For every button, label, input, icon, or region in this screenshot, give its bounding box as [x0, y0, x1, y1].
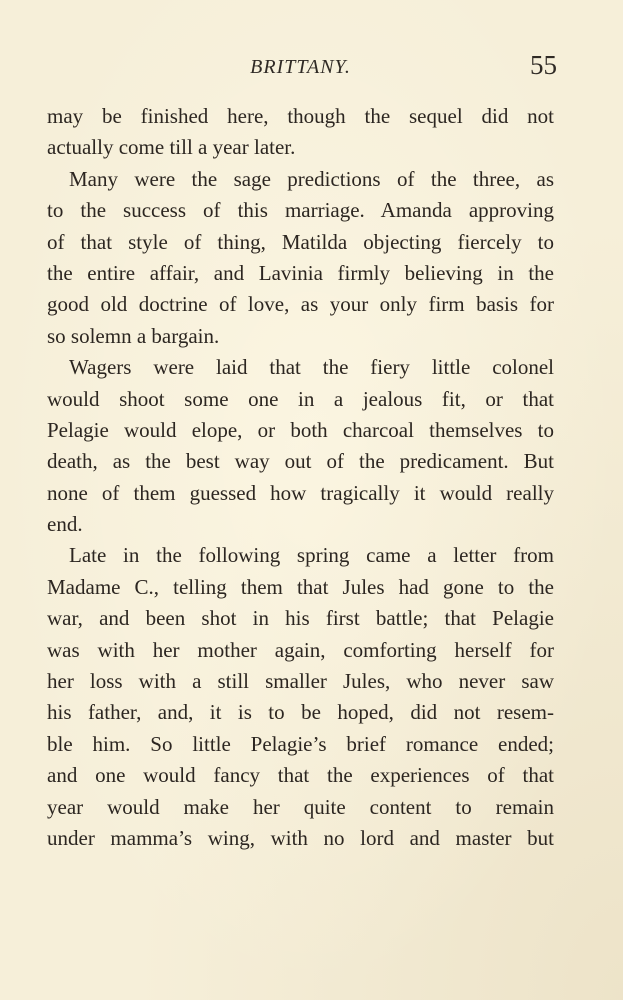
- text-line: and one would fancy that the experiences of that: [47, 763, 554, 788]
- text-line: ble him. So little Pelagie’s brief romance ended;: [47, 731, 554, 756]
- paragraph: [47, 164, 554, 352]
- body-text: [47, 101, 554, 854]
- text-line: Many were the sage predictions of the three, as: [69, 166, 554, 191]
- text-line: under mamma’s wing, with no lord and master but: [47, 825, 554, 850]
- running-head: [47, 50, 557, 82]
- text-line: year would make her quite content to remain: [47, 794, 554, 819]
- text-line: none of them guessed how tragically it would really: [47, 480, 554, 505]
- text-line: Pelagie would elope, or both charcoal themselves to: [47, 417, 554, 442]
- text-line: to the success of this marriage. Amanda approving: [47, 198, 554, 223]
- text-line: death, as the best way out of the predicament. But: [47, 449, 554, 474]
- text-line: Wagers were laid that the fiery little colonel: [69, 355, 554, 380]
- page-number: 55: [530, 50, 557, 80]
- running-title: BRITTANY.: [250, 56, 351, 78]
- paragraph: [47, 101, 554, 164]
- text-line: so solemn a bargain.: [47, 323, 220, 348]
- text-line: good old doctrine of love, as your only firm basis for: [47, 292, 554, 317]
- text-line: Late in the following spring came a letter from: [69, 543, 554, 568]
- text-line: end.: [47, 512, 83, 537]
- text-line: was with her mother again, comforting herself for: [47, 637, 554, 662]
- paragraph: [47, 352, 554, 540]
- text-line: of that style of thing, Matilda objecting fiercely to: [47, 229, 554, 254]
- text-line: the entire affair, and Lavinia firmly believing in the: [47, 260, 554, 285]
- text-line: war, and been shot in his first battle; that Pelagie: [47, 606, 554, 631]
- paragraph: [47, 540, 554, 854]
- text-line: may be finished here, though the sequel did not: [47, 104, 554, 128]
- text-line: her loss with a still smaller Jules, who never saw: [47, 669, 554, 694]
- text-line: would shoot some one in a jealous fit, or that: [47, 386, 554, 411]
- text-line: Madame C., telling them that Jules had gone to the: [47, 574, 554, 599]
- text-line: actually come till a year later.: [47, 135, 296, 160]
- text-line: his father, and, it is to be hoped, did not resem-: [47, 700, 554, 725]
